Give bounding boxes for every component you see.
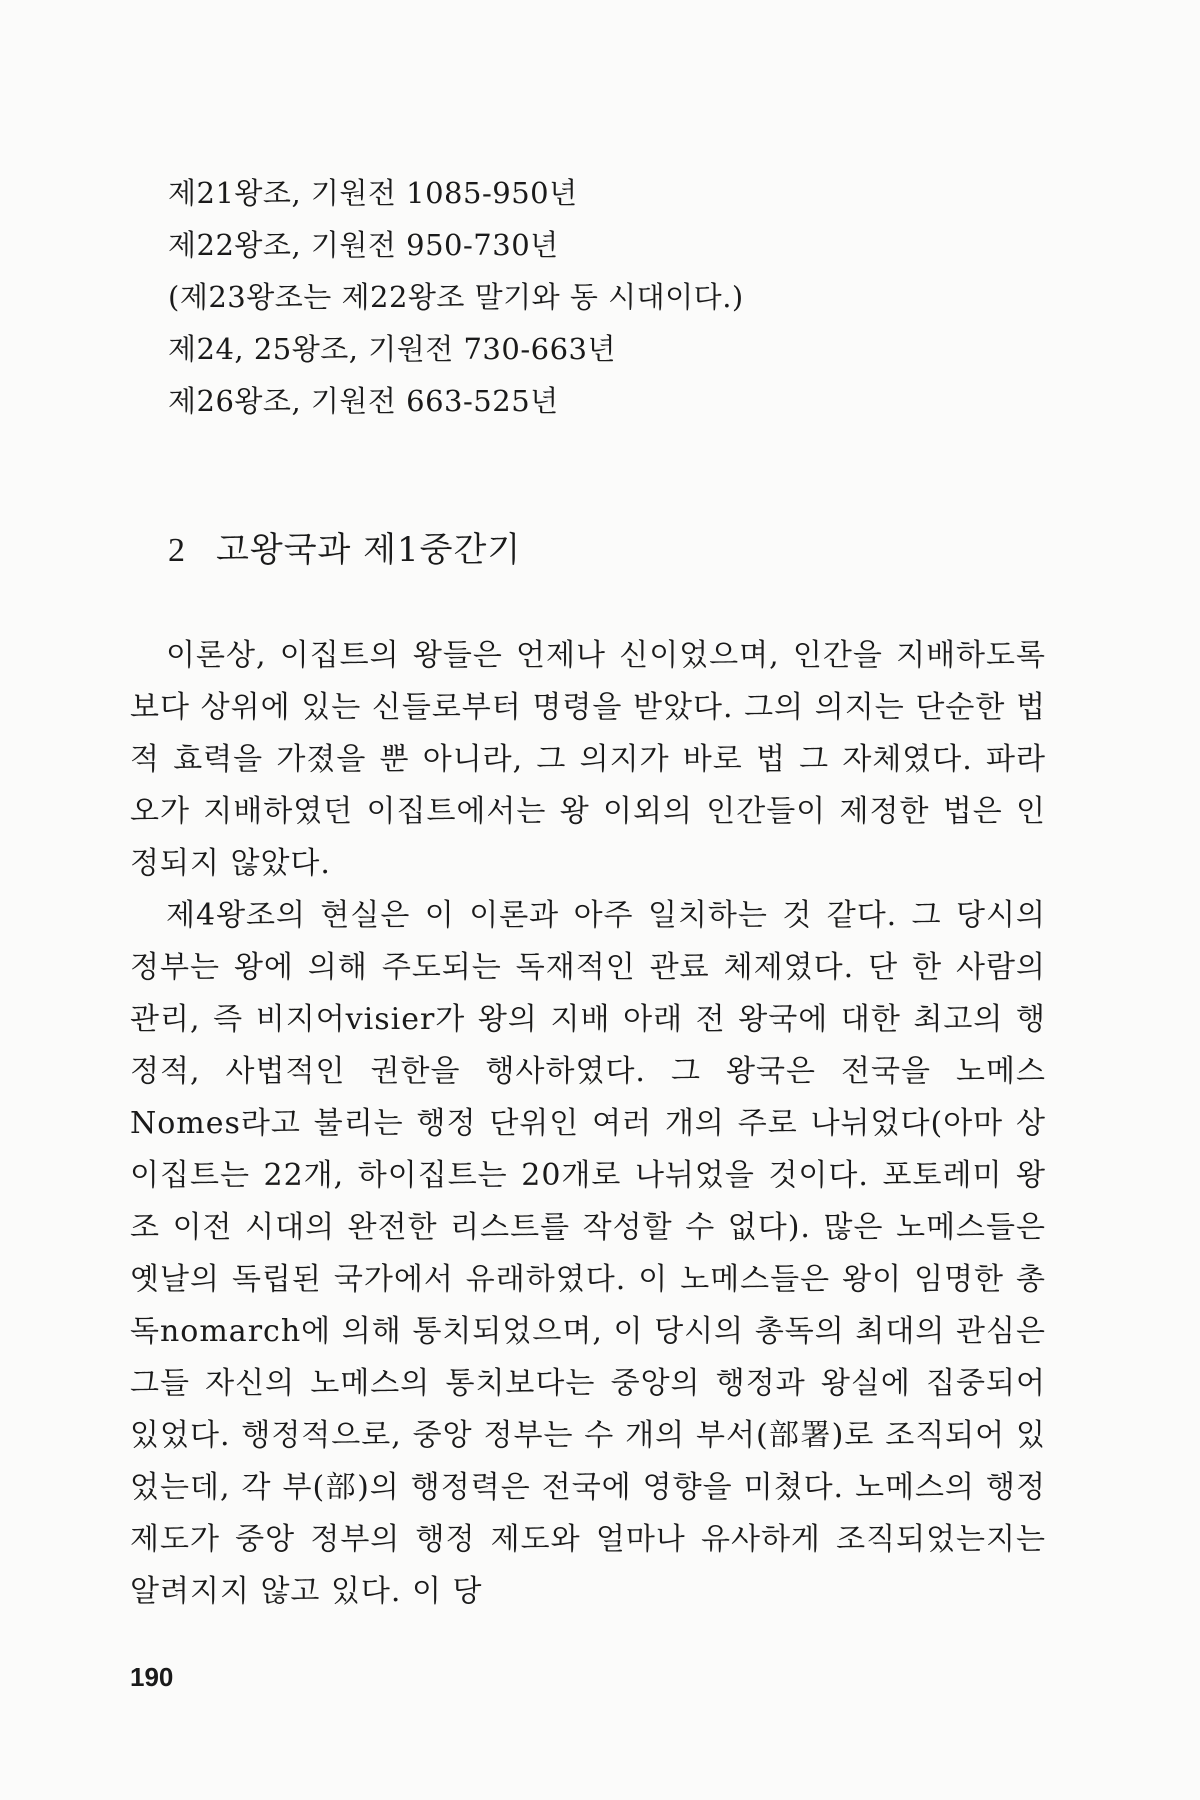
dynasty-line: (제23왕조는 제22왕조 말기와 동 시대이다.) <box>168 280 744 314</box>
dynasty-line: 제24, 25왕조, 기원전 730-663년 <box>168 332 616 366</box>
page-number: 190 <box>130 1662 174 1692</box>
paragraph: 제4왕조의 현실은 이 이론과 아주 일치하는 것 같다. 그 당시의 정부는 왕에 의해 주도되는 독재적인 관료 체제였다. 단 한 사람의 관리, 즉 비지어visier가 왕의 지배 아래 전 왕국에 대한 최고의 행정적, 사법적인 권한을 행사하였다. 그 왕국은 전국을 노메스Nomes라고 불리는 행정 단위인 여러 개의 주로 나뉘었다(아마 상이집트는 22개, 하이집트는 20개로 나뉘었을 것이다. 포토레미 왕조 이전 시대의 완전한 리스트를 작성할 수 없다). 많은 노메스들은 옛날의 독립된 국가에서 유래하였다. 이 노메스들은 왕이 임명한 총독nomarch에 의해 통치되었으며, 이 당시의 총독의 최대의 관심은 그들 자신의 노메스의 통치보다는 중앙의 행정과 왕실에 집중되어 있었다. 행정적으로, 중앙 정부는 수 개의 부서(部署)로 조직되어 있었는데, 각 부(部)의 행정력은 전국에 영향을 미쳤다. 노메스의 행정 제도가 중앙 정부의 행정 제도와 얼마나 유사하게 조직되었는지는 알려지지 않고 있다. 이 당 <box>130 898 1046 1609</box>
dynasty-line: 제22왕조, 기원전 950-730년 <box>168 228 559 262</box>
section-number: 2 <box>168 532 186 569</box>
section-heading <box>168 530 521 571</box>
paragraph: 이론상, 이집트의 왕들은 언제나 신이었으며, 인간을 지배하도록 보다 상위에 있는 신들로부터 명령을 받았다. 그의 의지는 단순한 법적 효력을 가졌을 뿐 아니라, 그 의지가 바로 법 그 자체였다. 파라오가 지배하였던 이집트에서는 왕 이외의 인간들이 제정한 법은 인정되지 않았다. <box>130 638 1046 881</box>
dynasty-line: 제21왕조, 기원전 1085-950년 <box>168 176 578 210</box>
dynasty-line: 제26왕조, 기원전 663-525년 <box>168 384 559 418</box>
body-text <box>130 630 1046 1618</box>
section-title: 고왕국과 제1중간기 <box>216 530 522 570</box>
dynasty-list <box>168 178 1068 438</box>
